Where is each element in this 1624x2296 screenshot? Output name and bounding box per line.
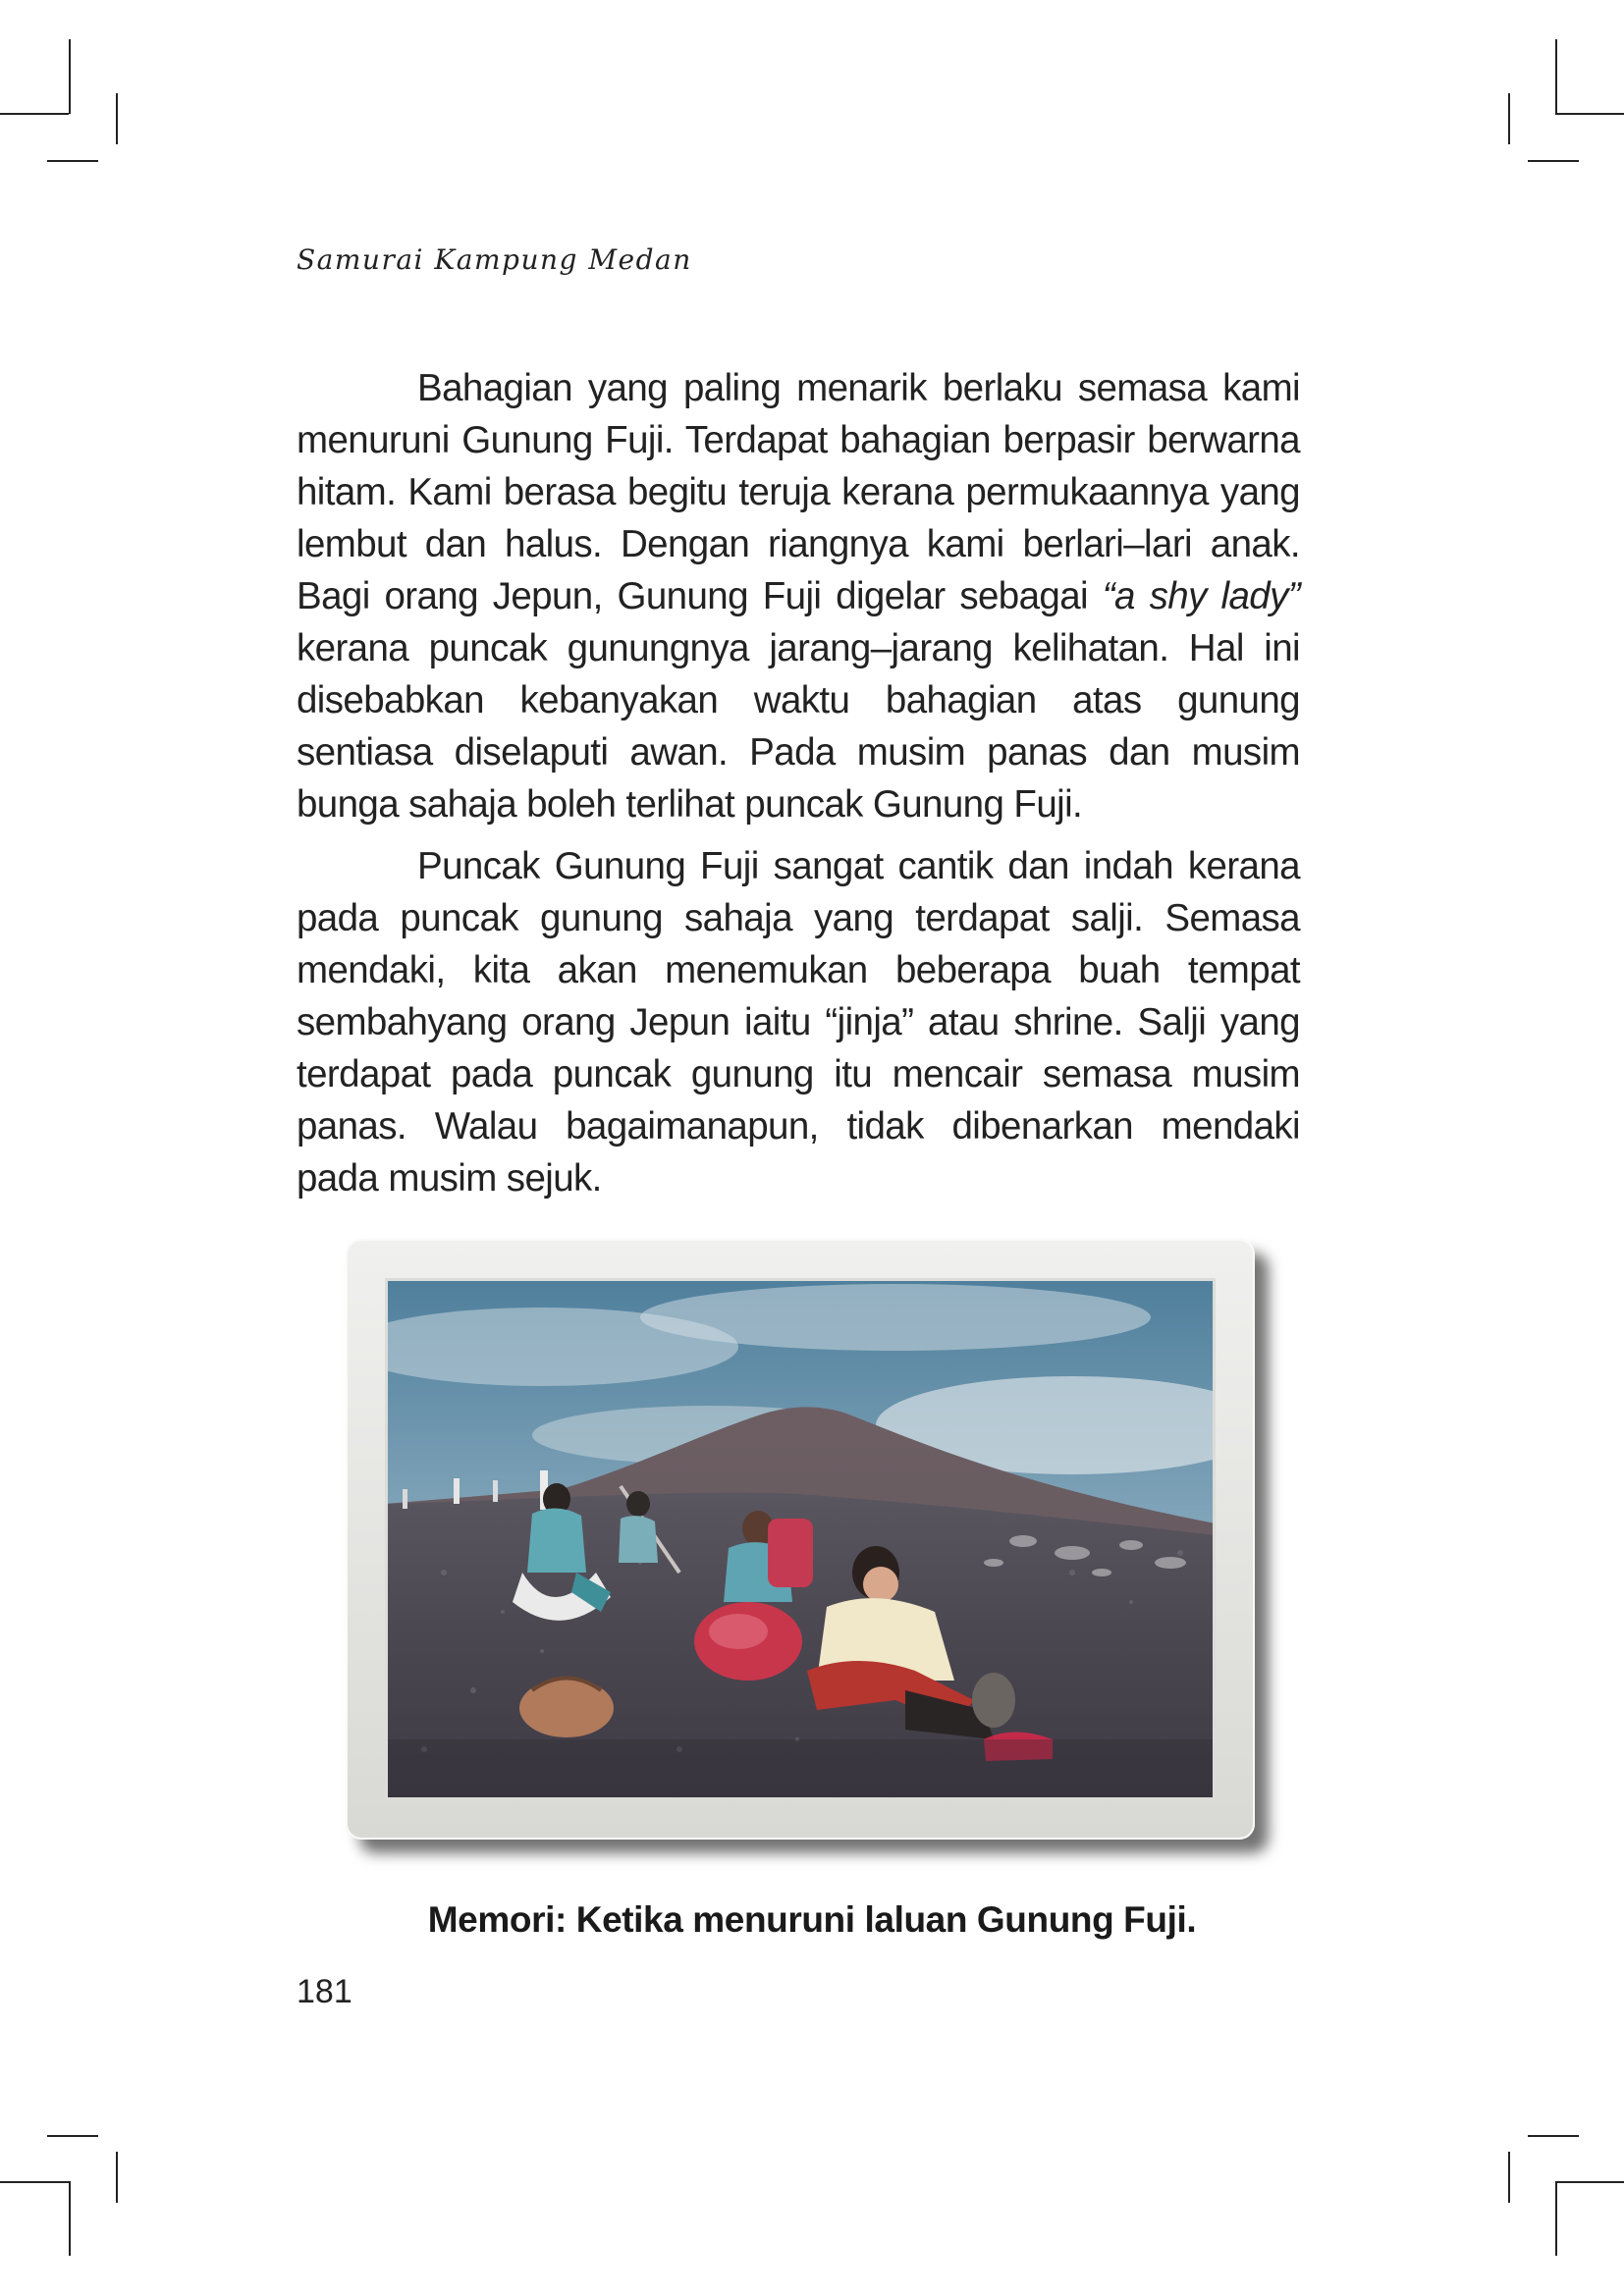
page-number: 181 <box>297 1973 352 2010</box>
paragraph-text: kerana puncak gunungnya jarang–jarang kelihatan. Hal ini disebabkan kebanyakan waktu bahagian atas gunung sentiasa diselaputi awan. Pada musim panas dan musim bunga sahaja boleh terlihat puncak Gunung Fuji. <box>297 627 1300 826</box>
crop-mark <box>1555 39 1557 114</box>
crop-mark <box>69 39 71 114</box>
crop-mark <box>1528 2135 1579 2137</box>
crop-mark <box>1555 113 1624 115</box>
crop-mark <box>1555 2181 1557 2256</box>
photo-frame <box>346 1239 1255 1840</box>
crop-mark <box>116 2152 118 2203</box>
crop-mark <box>47 2135 98 2137</box>
figure-caption: Memori: Ketika menuruni laluan Gunung Fuji. <box>427 1899 1197 1940</box>
mount-fuji-photo <box>385 1278 1216 1800</box>
crop-mark <box>69 2181 71 2256</box>
body-paragraph-1 <box>297 362 1300 830</box>
crop-mark <box>0 2181 69 2183</box>
crop-mark <box>1528 160 1579 162</box>
paragraph-text: Puncak Gunung Fuji sangat cantik dan indah kerana pada puncak gunung sahaja yang terdapat salji. Semasa mendaki, kita akan menemukan beberapa buah tempat sembahyang orang Jepun iaitu “jinja” atau shrine. Salji yang terdapat pada puncak gunung itu mencair semasa musim panas. Walau bagaimanapun, tidak dibenarkan mendaki pada musim sejuk. <box>297 845 1300 1200</box>
paragraph-text: Bahagian yang paling menarik berlaku semasa kami menuruni Gunung Fuji. Terdapat bahagian berpasir berwarna hitam. Kami berasa begitu teruja kerana permukaannya yang lembut dan halus. Dengan riangnya kami berlari–lari anak. Bagi orang Jepun, Gunung Fuji digelar sebagai <box>297 367 1300 617</box>
crop-mark <box>116 93 118 144</box>
italic-quote: “a shy lady” <box>1102 575 1300 617</box>
body-paragraph-2 <box>297 840 1300 1204</box>
crop-mark <box>1508 93 1510 144</box>
crop-mark <box>0 113 69 115</box>
crop-mark <box>1555 2181 1624 2183</box>
crop-mark <box>47 160 98 162</box>
running-head-title: Samurai Kampung Medan <box>297 243 692 276</box>
crop-mark <box>1508 2152 1510 2203</box>
